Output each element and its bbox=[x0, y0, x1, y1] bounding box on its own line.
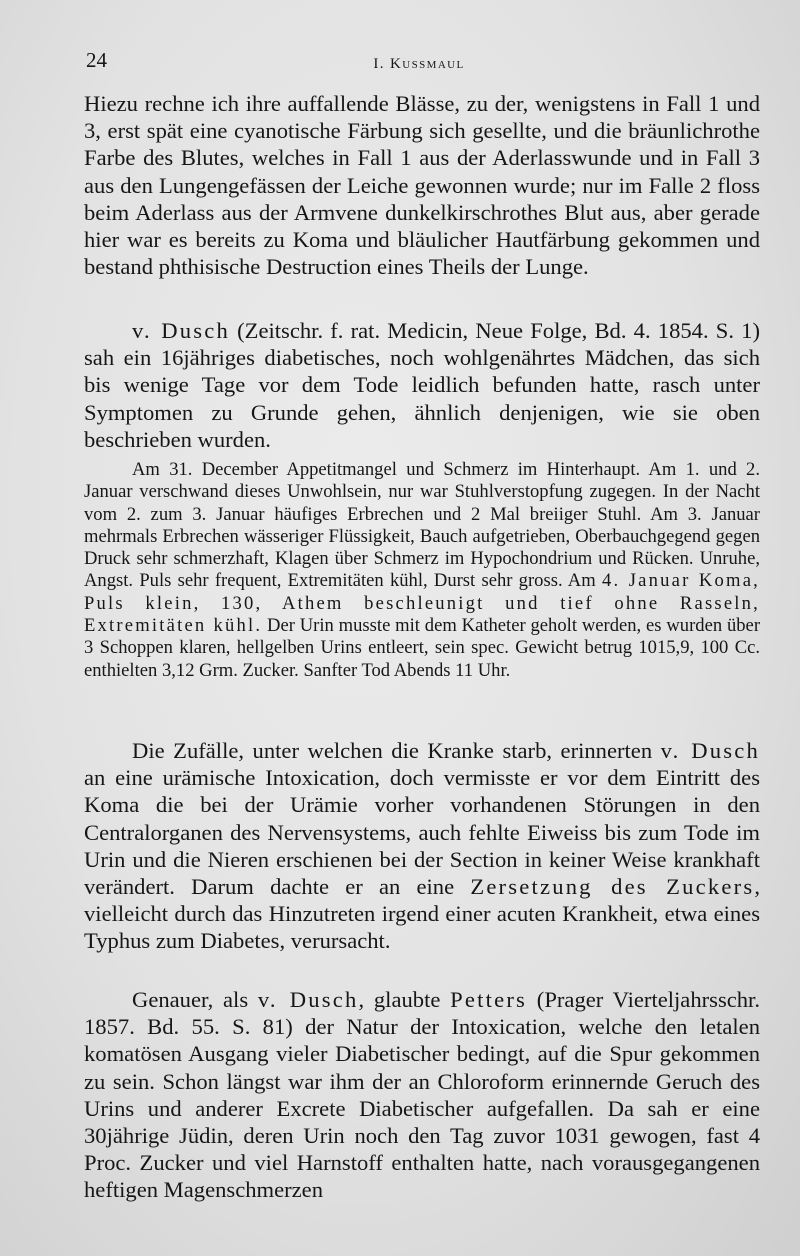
author-name: v. Dusch bbox=[257, 987, 359, 1012]
case-report-text: Am 31. December Appetitmangel und Schmerz im Hinterhaupt. Am 1. und 2. Januar verschwand dieses Unwohlsein, nur war Stuhlverstopfung zugegen. In der Nacht vom 2. zum 3. Januar häufiges Erbrechen und 2 Mal breiiger Stuhl. Am 3. Januar mehrmals Erbrechen wässeriger Flüssigkeit, Bauch aufgetrieben, Oberbauchgegend gegen Druck sehr schmerzhaft, Klagen über Schmerz im Hypochondrium und Rücken. Unruhe, Angst. Puls sehr frequent, Extremitäten kühl, Durst sehr gross. Am bbox=[84, 459, 760, 592]
paragraph-text: , glaubte bbox=[358, 987, 451, 1012]
paragraph-dusch-case bbox=[84, 317, 760, 453]
paragraph-text: , vielleicht durch das Hinzutreten irgend einer acuten Krankheit, etwa eines Typhus zum Diabetes, verursacht. bbox=[84, 874, 761, 954]
case-report-small-print bbox=[84, 459, 760, 682]
paragraph-text: Hiezu rechne ich ihre auffallende Blässe, zu der, wenigstens in Fall 1 und 3, erst spät eine cyanotische Färbung sich gesellte, und die bräunlichrothe Farbe des Blutes, welches in Fall 1 aus der Aderlasswunde und in Fall 3 aus den Lungengefässen der Leiche gewonnen wurde; nur im Falle 2 floss beim Aderlass aus der Armvene dunkelkirschrothes Blut aus, aber gerade hier war es bereits zu Koma und bläulicher Hautfärbung gekommen und bestand phthisische Destruction eines Theils der Lunge. bbox=[84, 91, 760, 280]
paragraph-blaesse bbox=[84, 90, 760, 280]
running-head: I. Kussmaul bbox=[373, 56, 465, 72]
paragraph-text: Die Zufälle, unter welchen die Kranke starb, erinnerten bbox=[132, 738, 661, 763]
case-report-text: Der Urin musste mit dem Katheter geholt werden, es wurden über 3 Schoppen klaren, hellgelben Urins entleert, sein spec. Gewicht betrug 1015,9, 100 Cc. enthielten 3,12 Grm. Zucker. Sanfter Tod Abends 11 Uhr. bbox=[84, 615, 761, 681]
paragraph-text: Genauer, als bbox=[132, 987, 258, 1012]
emphasized-text: Zersetzung des Zuckers bbox=[470, 874, 755, 900]
paragraph-text: (Zeitschr. f. rat. Medicin, Neue Folge, Bd. 4. 1854. S. 1) sah ein 16jähriges diabetisches, noch wohlgenährtes Mädchen, das sich bis wenige Tage vor dem Tode leidlich befunden hatte, rasch unter Symptomen zu Grunde gehen, ähnlich denjenigen, wie sie oben beschrieben wurden. bbox=[84, 318, 760, 452]
page-header bbox=[84, 44, 754, 74]
paragraph-text: (Prager Vierteljahrsschr. 1857. Bd. 55. S. 81) der Natur der Intoxication, welche den letalen komatösen Ausgang vieler Diabetischer bedingt, auf die Spur gekommen zu sein. Schon längst war ihm der an Chloroform erinnernde Geruch des Urins und anderer Excrete Diabetischer aufgefallen. Da sah er eine 30jährige Jüdin, deren Urin noch den Tag zuvor 1031 gewogen, fast 4 Proc. Zucker und viel Harnstoff enthalten hatte, nach vorausgegangenen heftigen Magenschmerzen bbox=[84, 987, 760, 1203]
page-number: 24 bbox=[86, 48, 107, 72]
emphasized-text: 4. Januar Koma, Puls klein, 130, Athem beschleunigt und tief ohne Rasseln, Extremitäten kühl. bbox=[84, 570, 761, 637]
author-name: Petters bbox=[450, 987, 528, 1012]
paragraph-text: an eine urämische Intoxication, doch vermisste er vor dem Eintritt des Koma die bei der Urämie vorher vorhandenen Störungen in den Centralorganen des Nervensystems, auch fehlte Eiweiss bis zum Tode im Urin und die Nieren erschienen bei der Section in keiner Weise krankhaft verändert. Darum dachte er an eine bbox=[84, 765, 760, 900]
author-name: v. Dusch bbox=[660, 738, 760, 763]
paragraph-zufaelle bbox=[84, 737, 760, 955]
author-name: v. Dusch bbox=[132, 318, 230, 343]
paragraph-petters bbox=[84, 986, 760, 1204]
